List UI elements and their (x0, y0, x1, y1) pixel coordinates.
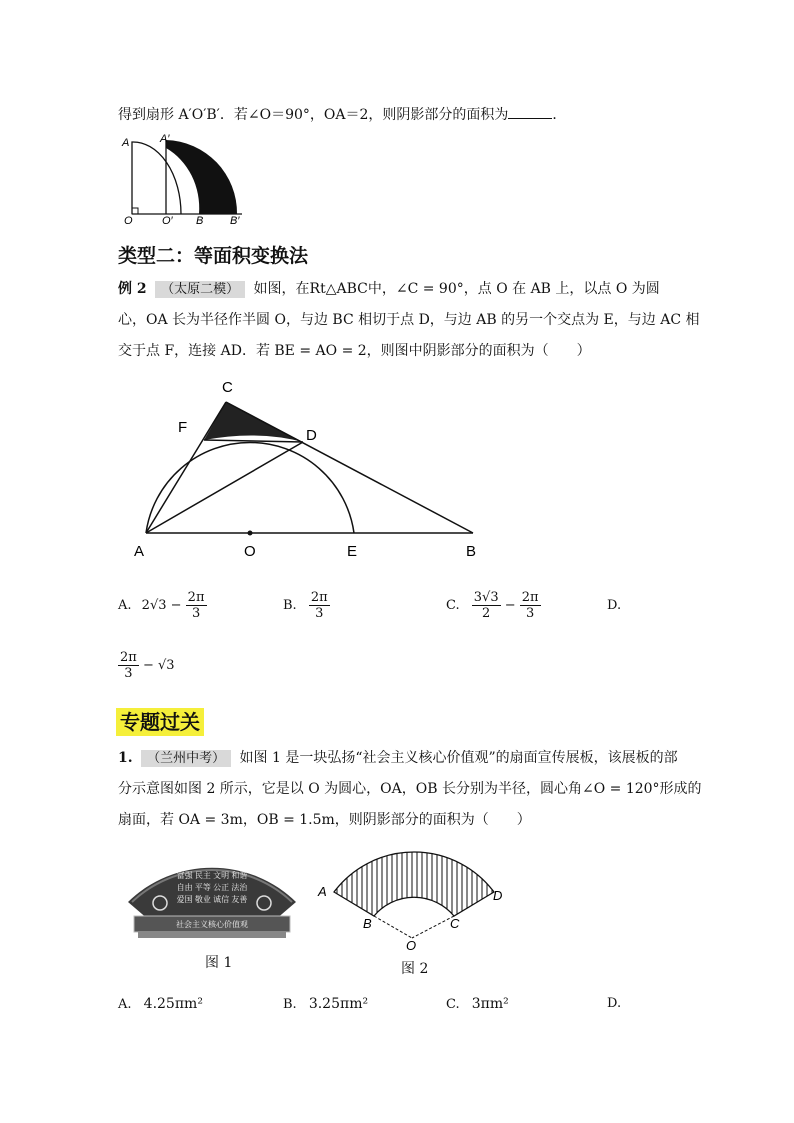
fan-row-1: 富强 民主 文明 和谐 (176, 871, 248, 880)
figure-caption-2: 图 2 (401, 961, 429, 977)
option-a-pre: 2√3 − (141, 598, 182, 613)
option-d-label[interactable]: D. (607, 598, 622, 613)
fig2-label-A: A (134, 543, 145, 560)
q1-option-d[interactable] (607, 996, 621, 1011)
source-tag: （太原二模） (155, 281, 245, 298)
semicircle-figure (118, 370, 498, 565)
fig3-label-B: B (363, 916, 372, 931)
figure-caption-1: 图 1 (205, 955, 233, 971)
option-c-num2: 2π (521, 590, 539, 605)
example-line-1 (118, 279, 660, 300)
fig2-label-D: D (306, 427, 317, 444)
q1-option-a[interactable] (118, 996, 203, 1012)
intro-end: ． (552, 107, 567, 123)
section-heading-2-text: 专题过关 (116, 708, 204, 736)
option-a-label: A. (118, 598, 132, 613)
question-line-2: 分示意图如图 2 所示，它是以 O 为圆心，OA，OB 长分别为半径，圆心角∠O = 120°形成的 (118, 781, 702, 797)
answer-blank (508, 104, 552, 119)
question-line-3: 扇面，若 OA = 3m，OB = 1.5m，则阴影部分的面积为（ ） (118, 812, 531, 828)
option-c-label: C. (446, 598, 460, 613)
option-b-num: 2π (310, 590, 328, 605)
fig1-label-A: A (122, 137, 130, 149)
shaded-triangle (204, 402, 303, 442)
fig1-label-Ap: A′ (160, 133, 170, 145)
q1-option-c[interactable] (446, 996, 509, 1012)
option-d[interactable] (118, 650, 175, 681)
fig2-label-C: C (222, 379, 233, 396)
fig1-label-B: B (196, 215, 204, 226)
option-c-den2: 3 (526, 606, 535, 621)
fan-row-3: 爱国 敬业 诚信 友善 (176, 895, 248, 904)
option-b[interactable] (283, 590, 330, 621)
option-c-minus: − (504, 598, 516, 613)
example-line-2: 心，OA 长为半径作半圆 O，与边 BC 相切于点 D，与边 AB 的另一个交点为 E，与边 AC 相 (118, 312, 700, 328)
fig3-label-D: D (493, 888, 503, 903)
q1-option-b[interactable] (283, 996, 368, 1012)
question-number: 1. (118, 750, 133, 766)
fan-photo (122, 848, 302, 948)
example-text-1: 如图，在Rt△ABC中，∠C = 90°，点 O 在 AB 上，以点 O 为圆 (253, 281, 660, 297)
fig3-label-C: C (450, 916, 460, 931)
intro-line (118, 104, 566, 125)
option-c-num1: 3√3 (473, 590, 499, 605)
question-tag: （兰州中考） (141, 750, 231, 767)
option-d-fraction (118, 650, 139, 681)
fig2-label-F: F (178, 419, 188, 436)
option-d-den: 3 (124, 666, 133, 681)
q1-option-a-text: 4.25πm² (143, 996, 203, 1012)
q1-option-d-label: D. (607, 996, 622, 1011)
option-a-num: 2π (187, 590, 205, 605)
q1-option-b-text: 3.25πm² (308, 996, 369, 1012)
option-c[interactable] (446, 590, 541, 621)
fig2-label-E: E (347, 543, 358, 560)
section-heading-2 (116, 706, 204, 735)
fan-banner: 社会主义核心价值观 (176, 920, 248, 929)
q1-option-b-label: B. (283, 997, 297, 1012)
q1-option-a-label: A. (118, 997, 132, 1012)
fig3-label-A: A (318, 884, 327, 899)
q1-option-c-text: 3πm² (471, 996, 509, 1012)
intro-text: 得到扇形 A′O′B′．若∠O＝90°，OA＝2，则阴影部分的面积为 (118, 107, 509, 123)
section-heading: 类型二：等面积变换法 (118, 245, 309, 267)
option-b-den: 3 (315, 606, 324, 621)
option-d-num: 2π (120, 650, 137, 665)
option-d-post: − √3 (142, 658, 175, 673)
fig1-label-Bp: B′ (230, 215, 240, 226)
fig1-label-O: O (124, 215, 133, 226)
option-b-label: B. (283, 598, 297, 613)
fan-row-2: 自由 平等 公正 法治 (176, 883, 248, 892)
fig3-label-O: O (406, 938, 417, 952)
example-label: 例 2 (118, 281, 147, 297)
sector-figure (118, 130, 258, 226)
fan-diagram (316, 836, 506, 952)
option-a[interactable] (118, 590, 207, 621)
option-c-den1: 2 (482, 606, 491, 621)
option-a-den: 3 (191, 606, 201, 621)
fig2-label-O: O (244, 543, 256, 560)
q1-option-c-label: C. (446, 997, 460, 1012)
option-b-fraction (309, 590, 330, 621)
option-c-fraction-2 (520, 590, 541, 621)
fig1-label-Op: O′ (162, 215, 173, 226)
option-c-fraction-1 (472, 590, 501, 621)
question-line-1 (118, 748, 678, 769)
fig2-label-B: B (466, 543, 477, 560)
question-text-1: 如图 1 是一块弘扬“社会主义核心价值观”的扇面宣传展板，该展板的部 (239, 750, 678, 766)
example-line-3: 交于点 F，连接 AD．若 BE = AO = 2，则图中阴影部分的面积为（ ） (118, 343, 591, 359)
option-a-fraction (186, 590, 207, 621)
